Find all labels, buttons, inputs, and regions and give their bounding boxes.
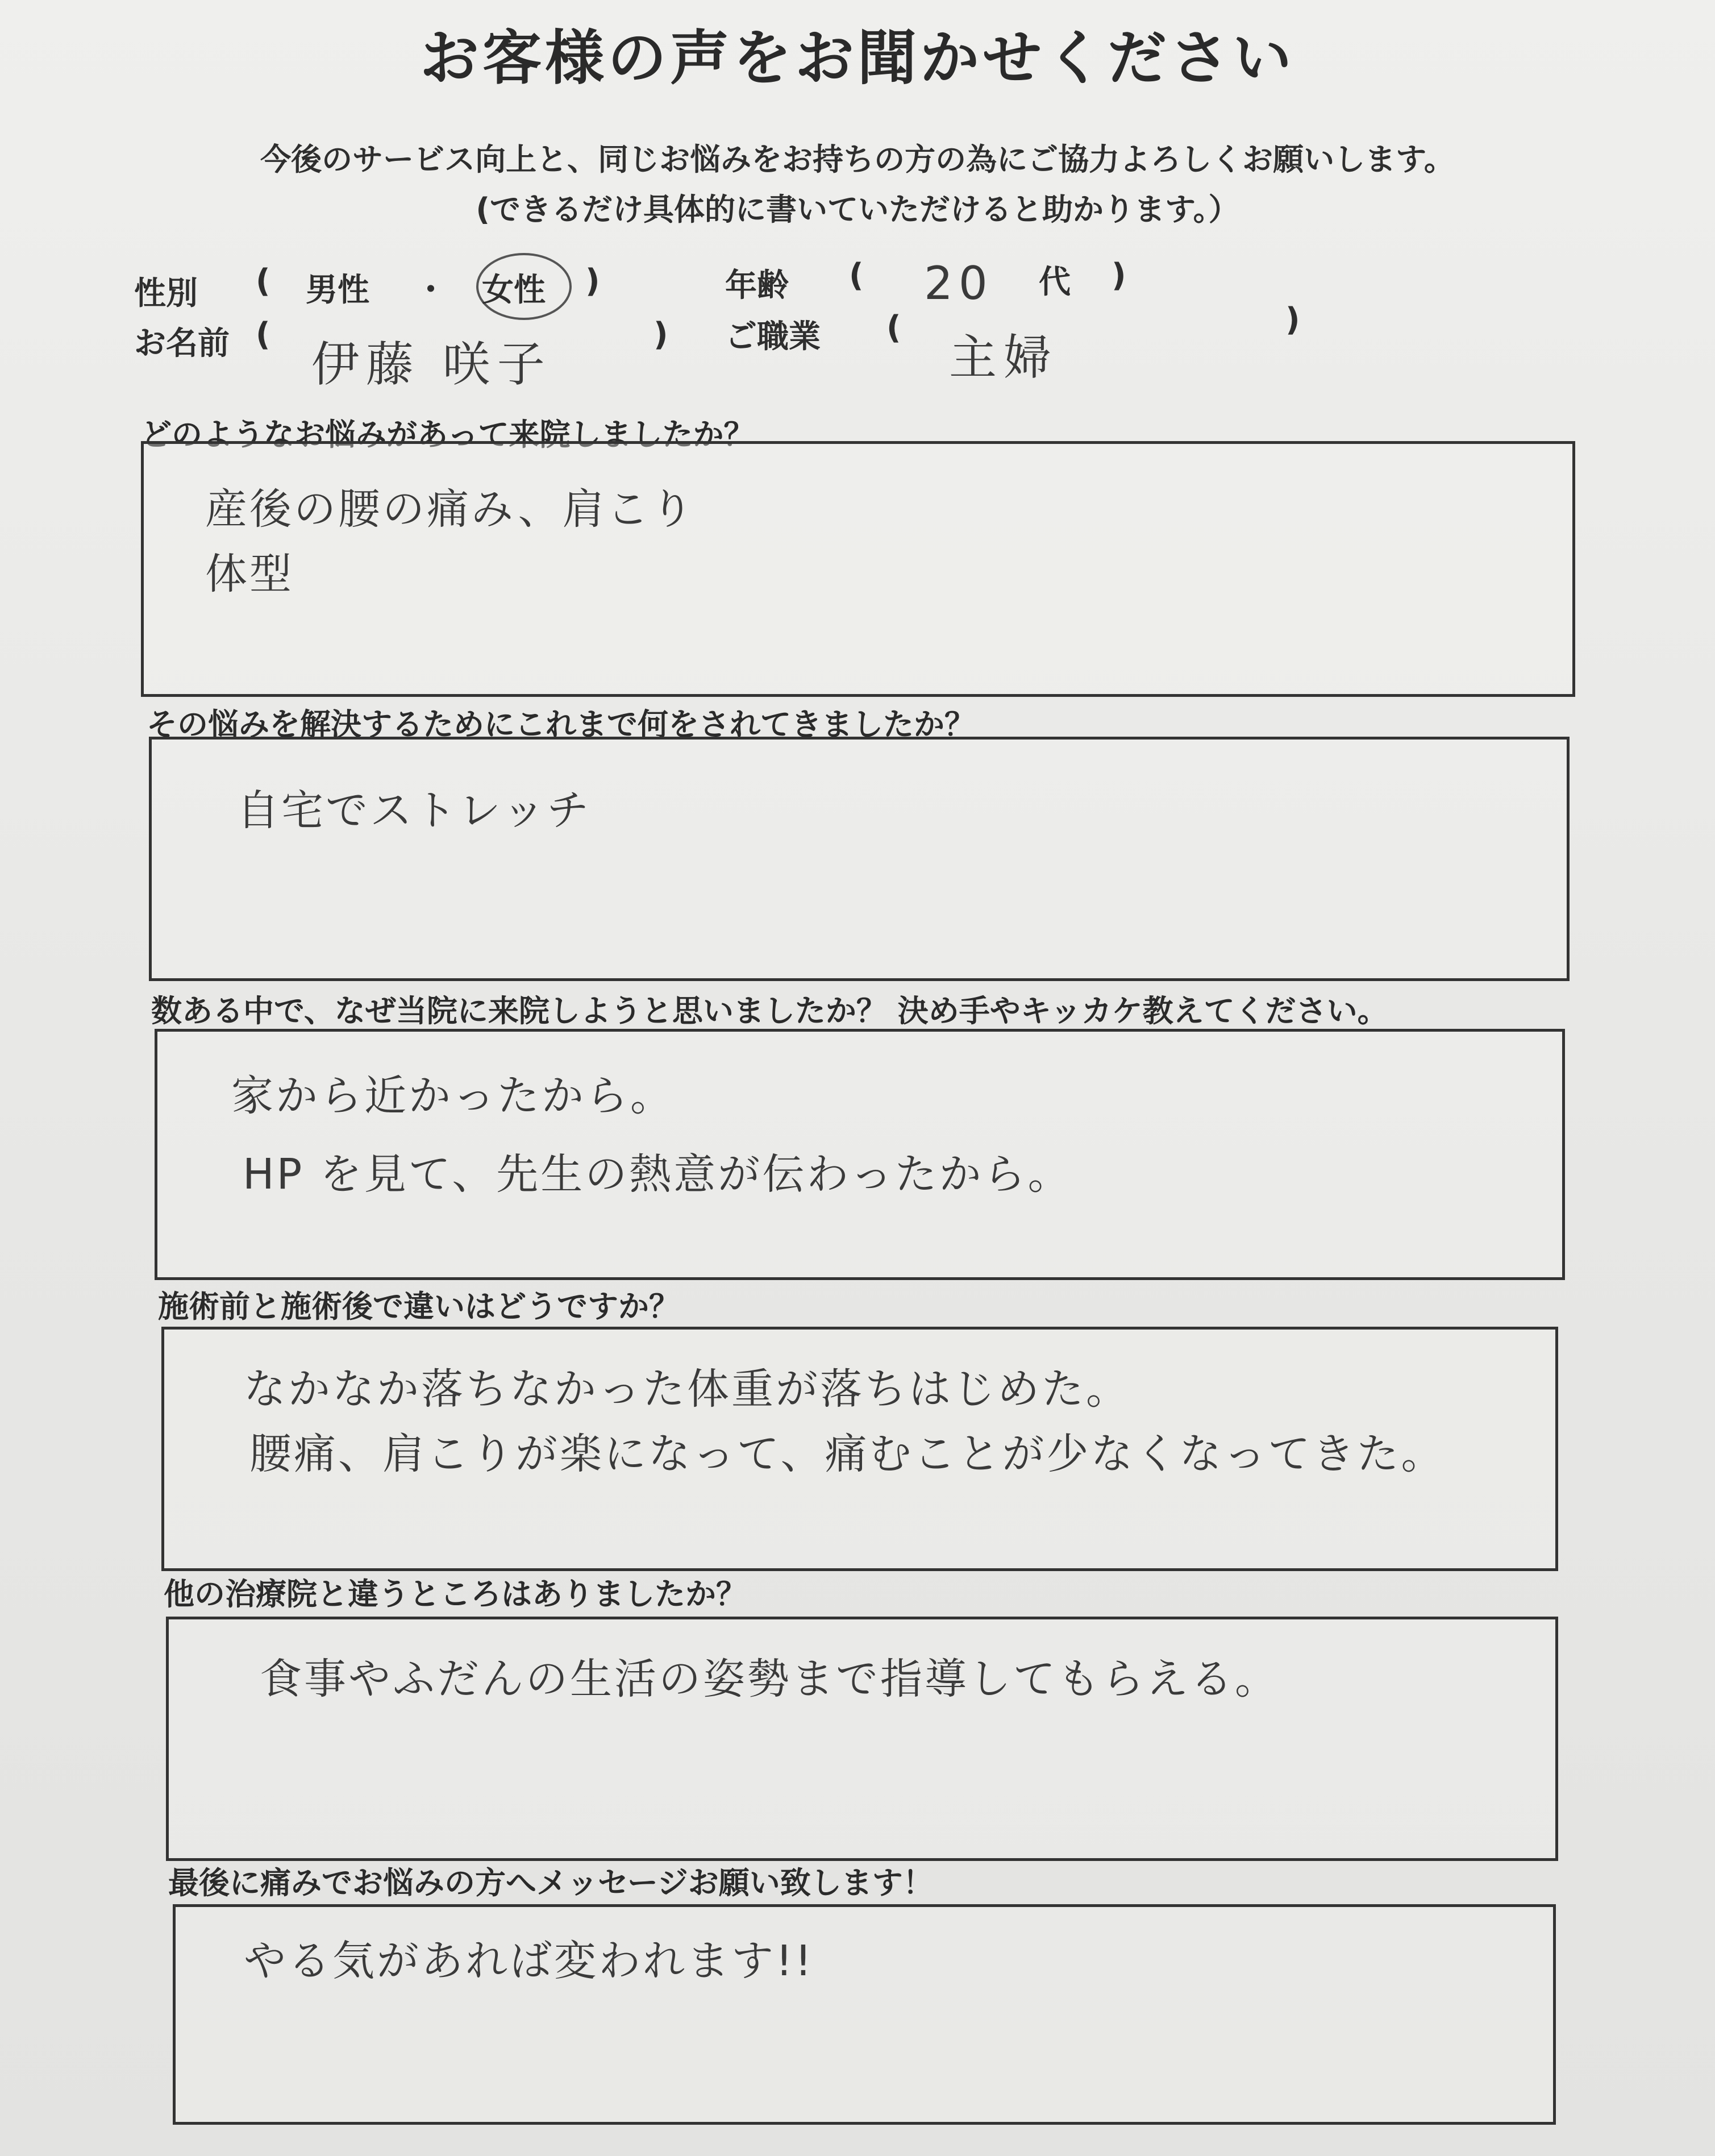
job-value: 主婦	[949, 330, 1059, 385]
answer-box-5	[166, 1617, 1558, 1861]
answer-3-line-1: 家から近かったから。	[231, 1071, 675, 1120]
answer-4-line-2: 腰痛、肩こりが楽になって、痛むことが少なくなってきた。	[249, 1430, 1446, 1478]
intro-line-2: (できるだけ具体的に書いていただけると助かります。）	[476, 192, 1239, 227]
question-6: 最後に痛みでお悩みの方へメッセージお願い致します！	[168, 1865, 934, 1901]
page-title: お客様の声をお聞かせください	[419, 23, 1295, 93]
gender-open-paren: (	[256, 263, 270, 300]
job-label: ご職業	[725, 318, 821, 355]
job-open-paren: (	[886, 309, 901, 346]
question-5: 他の治療院と違うところはありましたか？	[164, 1576, 747, 1612]
name-close-paren: )	[653, 316, 668, 353]
age-unit: 代	[1039, 264, 1071, 301]
question-3: 数ある中で、なぜ当院に来院しようと思いましたか？ 決め手やキッカケ教えてください。	[151, 993, 1388, 1029]
answer-box-1	[141, 441, 1575, 697]
answer-6-line-1: やる気があれば変われます!!	[244, 1937, 814, 1985]
answer-box-4	[161, 1327, 1558, 1571]
intro-line-1: 今後のサービス向上と、同じお悩みをお持ちの方の為にご協力よろしくお願いします。	[260, 142, 1455, 177]
answer-1-line-2: 体型	[205, 550, 294, 599]
age-close-paren: )	[1112, 257, 1126, 294]
age-value: 20	[924, 257, 993, 310]
name-value: 伊藤 咲子	[311, 337, 552, 392]
gender-label: 性別	[134, 275, 198, 312]
answer-5-line-1: 食事やふだんの生活の姿勢まで指導してもらえる。	[260, 1655, 1279, 1704]
question-4: 施術前と施術後で違いはどうですか？	[158, 1289, 680, 1324]
answer-1-line-1: 産後の腰の痛み、肩こり	[205, 485, 696, 534]
answer-2-line-1: 自宅でストレッチ	[237, 786, 592, 835]
answer-3-line-2: HP を見て、先生の熱意が伝わったから。	[243, 1150, 1072, 1199]
gender-female-option: 女性	[482, 272, 546, 309]
gender-male-option: 男性	[306, 272, 369, 309]
question-2: その悩みを解決するためにこれまで何をされてきましたか？	[147, 707, 975, 742]
job-close-paren: )	[1285, 301, 1300, 338]
answer-box-3	[155, 1029, 1565, 1280]
age-open-paren: (	[849, 257, 864, 294]
gender-separator: ・	[415, 272, 447, 309]
age-label: 年齢	[725, 267, 789, 304]
name-label: お名前	[134, 325, 230, 362]
question-1: どのようなお悩みがあって来院しましたか？	[141, 417, 755, 452]
answer-4-line-1: なかなか落ちなかった体重が落ちはじめた。	[244, 1365, 1130, 1414]
answer-box-6	[173, 1904, 1556, 2125]
gender-close-paren: )	[585, 263, 600, 300]
name-open-paren: (	[256, 316, 270, 353]
answer-box-2	[149, 737, 1570, 981]
